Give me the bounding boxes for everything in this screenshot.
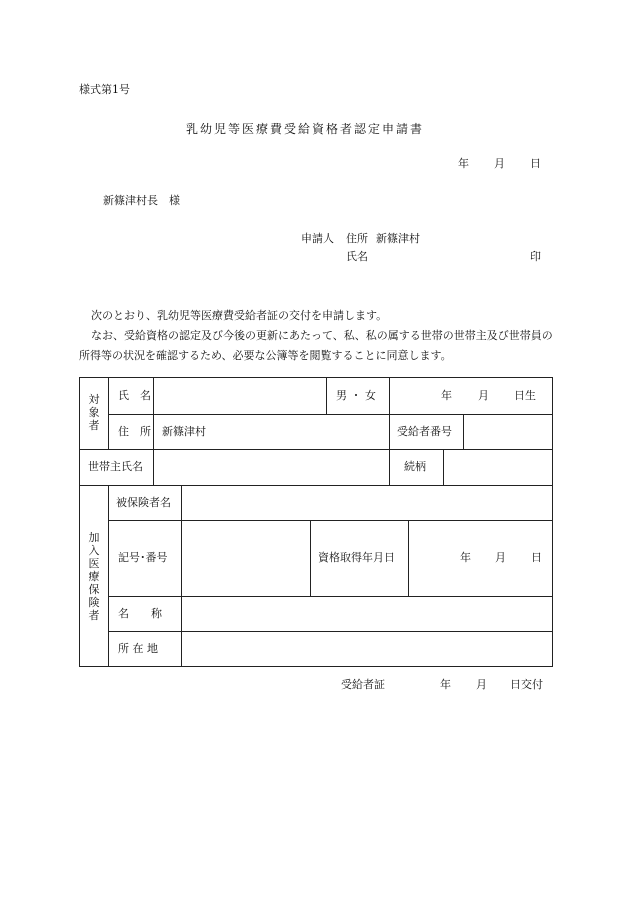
table-line (109, 520, 553, 521)
relation-label: 続柄 (404, 460, 426, 473)
footer-month-label: 月 (476, 678, 487, 691)
symbol-number-label: 記号･番号 (118, 551, 168, 564)
birth-day-label: 日生 (514, 389, 536, 402)
table-line (109, 414, 553, 415)
applicant-address-label: 住所 (346, 232, 368, 245)
child-address-value: 新篠津村 (162, 425, 206, 438)
table-line (108, 485, 109, 667)
table-line (153, 378, 154, 449)
table-line (326, 378, 327, 414)
footer-day-label: 日交付 (510, 678, 543, 691)
addressee: 新篠津村長 様 (103, 194, 180, 207)
table-line (109, 596, 553, 597)
table-line (80, 449, 553, 450)
seal-mark: 印 (530, 250, 541, 263)
insurer-location-label: 所 在 地 (118, 642, 158, 655)
application-table (79, 377, 553, 667)
form-title: 乳幼児等医療費受給資格者認定申請書 (186, 122, 425, 136)
table-line (310, 520, 311, 596)
insurance-group-label: 加入医療保険者 (88, 531, 100, 622)
applicant-name-label: 氏名 (346, 250, 368, 263)
footer-certificate-label: 受給者証 (341, 678, 385, 691)
date-month-label: 月 (494, 157, 505, 170)
table-line (463, 414, 464, 449)
date-year-label: 年 (458, 157, 469, 170)
paragraph-application: 次のとおり、乳幼児等医療費受給者証の交付を申請します。 (91, 309, 388, 322)
child-address-label: 住 所 (118, 425, 151, 438)
table-line (80, 485, 553, 486)
acquisition-month-label: 月 (495, 551, 506, 564)
acquisition-year-label: 年 (460, 551, 471, 564)
recipient-number-label: 受給者番号 (397, 425, 452, 438)
acquisition-day-label: 日 (531, 551, 542, 564)
applicant-label: 申請人 (301, 232, 334, 245)
footer-year-label: 年 (440, 678, 451, 691)
subject-group-label: 対象者 (88, 393, 100, 432)
householder-name-label: 世帯主氏名 (88, 460, 143, 473)
birth-month-label: 月 (478, 389, 489, 402)
table-line (108, 378, 109, 449)
table-line (109, 631, 553, 632)
sex-options: 男 ・ 女 (336, 389, 376, 402)
table-line (153, 449, 154, 485)
table-line (389, 449, 390, 485)
paragraph-consent: なお、受給資格の認定及び今後の更新にあたって、私、私の属する世帯の世帯主及び世帯員の所得等の状況を確認するため、必要な公簿等を閲覧することに同意します。 (79, 329, 553, 362)
table-line (389, 414, 390, 449)
date-day-label: 日 (530, 157, 541, 170)
insured-name-label: 被保険者名 (116, 496, 171, 509)
birth-year-label: 年 (441, 389, 452, 402)
insurer-name-label: 名 称 (118, 607, 162, 620)
acquisition-date-label: 資格取得年月日 (318, 551, 395, 564)
table-line (181, 485, 182, 667)
applicant-address-value: 新篠津村 (376, 232, 420, 245)
form-number: 様式第1号 (79, 83, 130, 96)
child-name-label: 氏 名 (118, 389, 151, 402)
table-line (389, 378, 390, 414)
table-line (443, 449, 444, 485)
table-line (408, 520, 409, 596)
